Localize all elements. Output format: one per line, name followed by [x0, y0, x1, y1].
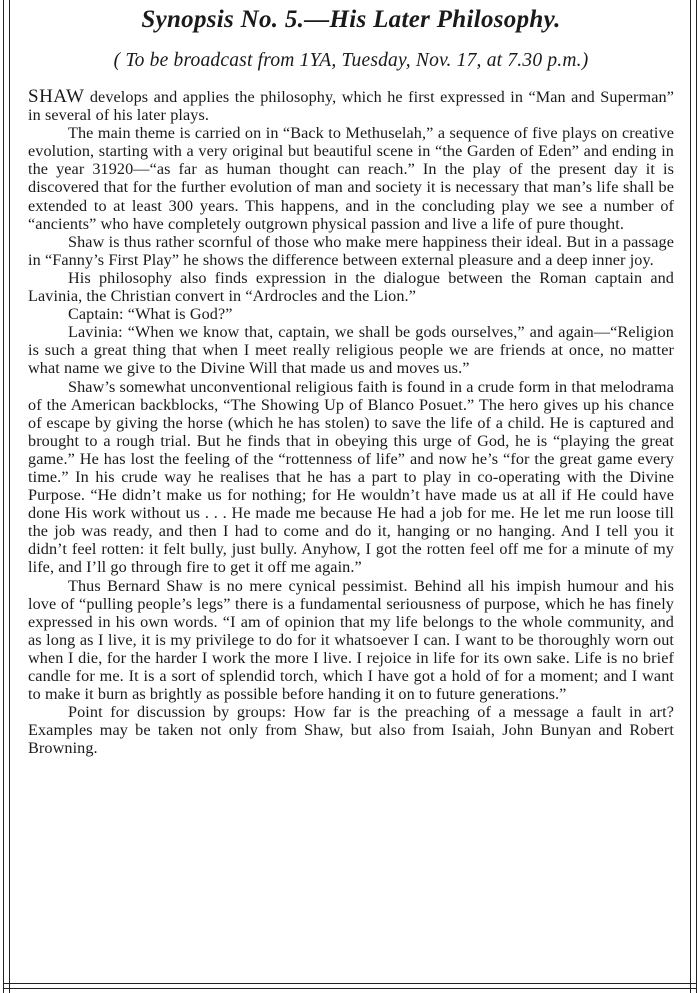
paragraph-happiness: Shaw is thus rather scornful of those who make mere happiness their ideal. But in a passage in “Fanny’s First Play” he shows the difference between external pleasure and a deep inner joy. [28, 232, 674, 269]
article-body [28, 88, 674, 757]
paragraph-discussion-point: Point for discussion by groups: How far is the preaching of a message a fault in art? Examples may be taken not only from Shaw, but also from Isaiah, John Bunyan and Robert Browning. [28, 703, 674, 758]
right-column-rule [690, 0, 697, 993]
left-column-rule [3, 0, 10, 993]
paragraph-methuselah: The main theme is carried on in “Back to Methuselah,” a sequence of five plays on creative evolution, starting with a very original but beautiful scene in “the Garden of Eden” and ending in the year 31920—“as far as human thought can reach.” In the play of the present day it is discovered that for the further evolution of man and society it is necessary that man’s life shall be extended to at least 300 years. This happens, and in the concluding play we see a number of “ancients” who have completely outgrown physical passion and live a life of pure thought. [28, 124, 674, 233]
bottom-column-rule [3, 983, 697, 989]
article [28, 0, 674, 757]
broadcast-notice: ( To be broadcast from 1YA, Tuesday, Nov. 17, at 7.30 p.m.) [113, 50, 589, 71]
paragraph-seriousness: Thus Bernard Shaw is no mere cynical pessimist. Behind all his impish humour and his love of “pulling people’s legs” there is a fundamental seriousness of purpose, which he has finely expressed in his own words. “I am of opinion that my life belongs to the whole community, and as long as I live, it is my privilege to do for it whatsoever I can. I want to be thoroughly worn out when I die, for the harder I work the more I live. I rejoice in life for its own sake. Life is no brief candle for me. It is a sort of splendid torch, which I have got a hold of for a moment; and I want to make it burn as brightly as possible before handing it on to future generations.” [28, 576, 674, 704]
lead-word: SHAW [28, 86, 85, 107]
paragraph-captain-line: Captain: “What is God?” [68, 305, 233, 324]
paragraph-intro-text: develops and applies the philosophy, which he first expressed in “Man and Superman” in several of his later plays. [28, 88, 674, 125]
paragraph-dialogue-intro: His philosophy also finds expression in the dialogue between the Roman captain and Lavinia, the Christian convert in “Ardrocles and the Lion.” [28, 268, 674, 306]
paragraph-blanco-posnet: Shaw’s somewhat unconventional religious faith is found in a crude form in that melodrama of the American backblocks, “The Showing Up of Blanco Posuet.” The hero gives up his chance of escape by giving the horse (which he has stolen) to save the life of a child. He is captured and brought to a rough trial. But he finds that in obeying this urge of God, he is “playing the great game.” He has lost the feeling of the “rottenness of life” and now he’s “for the great game every time.” In his crude way he realises that he has a part to play in co-operating with the Divine Purpose. “He didn’t make us for nothing; for He wouldn’t have made us at all if He could have done His work without us . . . He made me because He had a job for me. He let me run loose till the job was ready, and then I had to come and do it, hanging or no hanging. And I tell you it didn’t feel rotten: it felt bully, just bully. Anyhow, I got the rotten feel off me for a minute of my life, and I’ll go through fire to get it off me again.” [28, 377, 674, 577]
article-title: Synopsis No. 5.—His Later Philosophy. [141, 6, 561, 33]
paragraph-lavinia-line: Lavinia: “When we know that, captain, we shall be gods ourselves,” and again—“Religion is such a great thing that when I meet really religious people we are friends at once, no matter what name we give to the Divine Will that made us and moves us.” [28, 323, 674, 378]
paragraph-intro [28, 88, 674, 124]
